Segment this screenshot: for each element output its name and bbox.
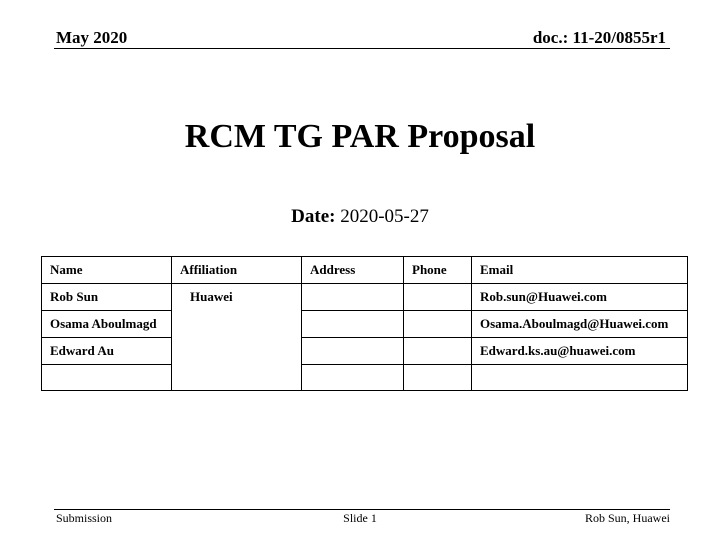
cell-email [472,365,688,391]
date-label: Date: [291,206,336,227]
header-date: May 2020 [56,28,128,47]
cell-address [302,365,404,391]
header-name: Name [42,257,172,284]
table-row [42,311,688,338]
cell-email: Edward.ks.au@huawei.com [472,338,688,365]
cell-phone [404,284,472,311]
cell-name: Osama Aboulmagd [42,311,172,338]
cell-name [42,365,172,391]
footer-submission: Submission [56,511,113,525]
header-address: Address [302,257,404,284]
cell-email: Rob.sun@Huawei.com [472,284,688,311]
cell-name: Edward Au [42,338,172,365]
cell-address [302,311,404,338]
table-row [42,338,688,365]
cell-phone [404,338,472,365]
cell-address [302,338,404,365]
header-email: Email [472,257,688,284]
cell-affiliation: Huawei [172,284,302,391]
slide-title: RCM TG PAR Proposal [184,118,536,155]
cell-phone [404,311,472,338]
header-divider [54,48,670,49]
footer-slide-number: Slide 1 [343,511,377,525]
date-value: 2020-05-27 [340,206,429,227]
table-header-row [42,257,688,284]
footer-author: Rob Sun, Huawei [585,511,670,525]
header-phone: Phone [404,257,472,284]
date-line [0,206,720,228]
table-row [42,284,688,311]
cell-name: Rob Sun [42,284,172,311]
cell-address [302,284,404,311]
header-doc-id: doc.: 11-20/0855r1 [532,28,666,47]
table-row [42,365,688,391]
cell-phone [404,365,472,391]
header-affiliation: Affiliation [172,257,302,284]
authors-table [41,256,688,391]
cell-email: Osama.Aboulmagd@Huawei.com [472,311,688,338]
footer-divider [54,509,670,510]
